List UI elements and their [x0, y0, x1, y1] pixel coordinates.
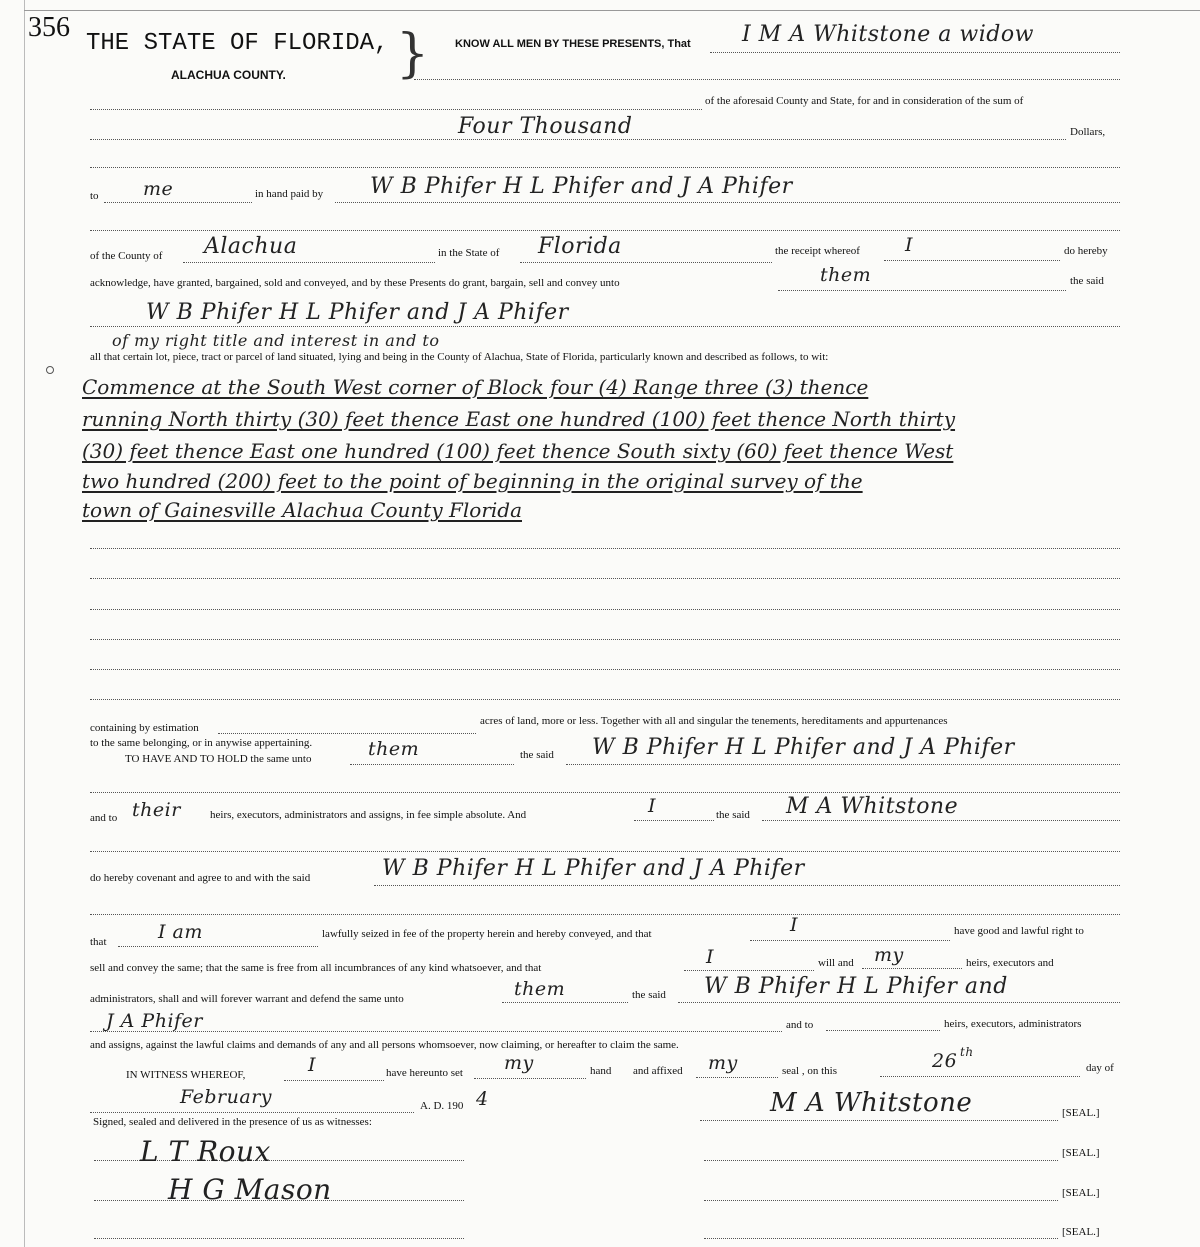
- covenant-line-2: [90, 914, 1120, 915]
- witness-2-signature: H G Mason: [168, 1173, 332, 1206]
- acknowledge-text: acknowledge, have granted, bargained, sold and conveyed, and by these Presents do grant, bargain, sell and convey unto: [90, 277, 620, 289]
- witness-1-signature: L T Roux: [140, 1135, 271, 1168]
- hold-said-line: [566, 764, 1120, 765]
- county-title: ALACHUA COUNTY.: [171, 68, 286, 82]
- ad-text: A. D. 190: [420, 1100, 464, 1112]
- lawfully-text: lawfully seized in fee of the property herein and hereby conveyed, and that: [322, 928, 652, 940]
- and-i-line: [634, 820, 714, 821]
- will-my-handwriting: my: [874, 944, 904, 966]
- county-line: [183, 262, 435, 263]
- year-digit-handwriting: 4: [476, 1088, 489, 1110]
- description-line-4: two hundred (200) feet to the point of beginning in the original survey of the: [82, 469, 863, 493]
- in-witness-text: IN WITNESS WHEREOF,: [126, 1069, 246, 1081]
- seal-label: [SEAL.]: [1062, 1107, 1100, 1119]
- sum-line-2: [90, 167, 1120, 168]
- set-my-handwriting: my: [504, 1052, 534, 1074]
- description-line-5: town of Gainesville Alachua County Florida: [82, 498, 522, 522]
- hold-unto-handwriting: them: [368, 738, 420, 760]
- the-said-grantor-handwriting: M A Whitstone: [786, 794, 959, 819]
- warrant-said-handwriting: W B Phifer H L Phifer and: [704, 974, 1008, 999]
- description-line-3: (30) feet thence East one hundred (100) feet thence South sixty (60) feet thence West: [82, 439, 954, 463]
- i-am-handwriting: I am: [158, 921, 203, 943]
- grantor-line: [710, 52, 1120, 53]
- the-said-grantor-line: [762, 820, 1120, 821]
- receipt-line: [884, 260, 1060, 261]
- state-handwriting: Florida: [538, 234, 622, 259]
- interest-handwriting: of my right title and interest in and to: [112, 331, 440, 350]
- free-i-handwriting: I: [706, 946, 715, 968]
- and-to-2-text: and to: [786, 1019, 814, 1031]
- witness-i-handwriting: I: [308, 1054, 317, 1076]
- covenant-line: [374, 885, 1120, 886]
- to-line: [104, 202, 252, 203]
- description-blank-line: [90, 639, 1120, 640]
- and-affixed-text: and affixed: [633, 1065, 683, 1077]
- the-said-2-text: the said: [520, 749, 554, 761]
- and-i-handwriting: I: [648, 795, 657, 817]
- all-that-text: all that certain lot, piece, tract or parcel of land situated, lying and being in the County of Alachua, State of Florida, particularly known and described as follows, to wit:: [90, 351, 829, 363]
- acres-line: [218, 733, 476, 734]
- brace-glyph: }: [396, 24, 430, 84]
- description-line-1: Commence at the South West corner of Block four (4) Range three (3) thence: [82, 375, 869, 399]
- that-i-line: [750, 940, 950, 941]
- dollars-text: Dollars,: [1070, 126, 1106, 138]
- description-line-2: running North thirty (30) feet thence East one hundred (100) feet thence North thirty: [82, 407, 956, 431]
- paid-by-line: [335, 202, 1120, 203]
- hand-text: hand: [590, 1065, 612, 1077]
- hold-said-handwriting: W B Phifer H L Phifer and J A Phifer: [592, 735, 1015, 760]
- grantor-signature: M A Whitstone: [770, 1088, 973, 1118]
- affixed-my-handwriting: my: [708, 1052, 738, 1074]
- description-blank-line: [90, 578, 1120, 579]
- description-blank-line: [90, 548, 1120, 549]
- in-hand-paid-by-text: in hand paid by: [255, 188, 324, 200]
- hold-unto-line: [350, 764, 514, 765]
- set-my-line: [474, 1078, 586, 1079]
- sell-convey-text: sell and convey the same; that the same is free from all incumbrances of any kind whatsoever, and that: [90, 962, 542, 974]
- i-am-line: [118, 946, 318, 947]
- the-said-text: the said: [1070, 275, 1104, 287]
- and-to-handwriting: their: [132, 799, 181, 821]
- signed-text: Signed, sealed and delivered in the presence of us as witnesses:: [93, 1116, 372, 1128]
- grantees-line: [90, 326, 1120, 327]
- grantor-line-2: [414, 79, 1120, 80]
- to-have-text: TO HAVE AND TO HOLD the same unto: [125, 753, 312, 765]
- paid-by-handwriting: W B Phifer H L Phifer and J A Phifer: [370, 174, 793, 199]
- receipt-i-handwriting: I: [905, 234, 914, 256]
- warrant-unto-line: [502, 1002, 628, 1003]
- convey-unto-line: [778, 290, 1066, 291]
- the-said-3-text: the said: [716, 809, 750, 821]
- punch-hole-mark: [46, 366, 54, 374]
- that-i-handwriting: I: [790, 914, 799, 936]
- and-assigns-text: and assigns, against the lawful claims and demands of any and all persons whomsoever, now claiming, or hereafter to claim the same.: [90, 1039, 679, 1051]
- seal-line: [704, 1160, 1058, 1161]
- description-blank-line: [90, 699, 1120, 700]
- warrant-said-line: [678, 1002, 1120, 1003]
- state-line: [520, 262, 772, 263]
- sum-handwriting: Four Thousand: [458, 114, 633, 139]
- covenant-text: do hereby covenant and agree to and with the said: [90, 872, 311, 884]
- have-hereunto-text: have hereunto set: [386, 1067, 463, 1079]
- paid-by-line-2: [90, 230, 1120, 231]
- covenant-handwriting: W B Phifer H L Phifer and J A Phifer: [382, 856, 805, 881]
- and-to-text: and to: [90, 812, 118, 824]
- receipt-whereof-text: the receipt whereof: [775, 245, 860, 257]
- do-hereby-text: do hereby: [1064, 245, 1108, 257]
- description-blank-line: [90, 669, 1120, 670]
- warrant-said-2-line: [90, 1031, 782, 1032]
- to-whom-handwriting: me: [143, 178, 174, 200]
- to-the-same-text: to the same belonging, or in anywise appertaining.: [90, 737, 313, 749]
- the-said-4-text: the said: [632, 989, 666, 1001]
- page-number: 356: [28, 12, 70, 43]
- affixed-my-line: [696, 1077, 778, 1078]
- seal-on-this-text: seal , on this: [782, 1065, 837, 1077]
- state-title: THE STATE OF FLORIDA,: [86, 30, 389, 57]
- heirs-exec-and-text: heirs, executors and: [966, 957, 1054, 969]
- witness-i-line: [284, 1080, 384, 1081]
- row-aforesaid-line: [90, 109, 702, 110]
- will-my-line: [862, 968, 962, 969]
- know-all-men: KNOW ALL MEN BY THESE PRESENTS, That: [455, 38, 691, 50]
- will-and-text: will and: [818, 957, 854, 969]
- day-of-text: day of: [1086, 1062, 1114, 1074]
- seal-label: [SEAL.]: [1062, 1187, 1100, 1199]
- day-line: [880, 1076, 1080, 1077]
- and-to-2-line: [826, 1030, 940, 1031]
- day-sup-handwriting: th: [960, 1045, 974, 1059]
- witness-line: [94, 1238, 464, 1239]
- aforesaid-text: of the aforesaid County and State, for and in consideration of the sum of: [705, 95, 1024, 107]
- and-to-line-2: [90, 851, 1120, 852]
- seal-label: [SEAL.]: [1062, 1226, 1100, 1238]
- top-rule: [24, 10, 1200, 11]
- warrant-unto-handwriting: them: [514, 978, 566, 1000]
- containing-text: containing by estimation: [90, 722, 199, 734]
- county-handwriting: Alachua: [204, 234, 298, 259]
- have-good-text: have good and lawful right to: [954, 925, 1084, 937]
- month-handwriting: February: [180, 1086, 273, 1108]
- in-the-state-of-text: in the State of: [438, 247, 500, 259]
- seal-line: [704, 1238, 1058, 1239]
- left-margin-rule: [24, 0, 25, 1247]
- grantor-handwriting: I M A Whitstone a widow: [742, 22, 1034, 47]
- seal-label: [SEAL.]: [1062, 1147, 1100, 1159]
- administrators-text: administrators, shall and will forever warrant and defend the same unto: [90, 993, 404, 1005]
- to-text: to: [90, 190, 99, 202]
- heirs-exec-text: heirs, executors, administrators and assigns, in fee simple absolute. And: [210, 809, 527, 821]
- convey-unto-handwriting: them: [820, 264, 872, 286]
- acres-text: acres of land, more or less. Together with all and singular the tenements, hereditaments and appurtenances: [480, 715, 948, 727]
- heirs-exec-admin-text: heirs, executors, administrators: [944, 1018, 1082, 1030]
- warrant-said-2-handwriting: J A Phifer: [106, 1010, 203, 1032]
- that-text: that: [90, 936, 107, 948]
- sum-line: [90, 139, 1066, 140]
- day-handwriting: 26: [932, 1050, 958, 1072]
- of-the-county-of-text: of the County of: [90, 250, 163, 262]
- grantees-handwriting: W B Phifer H L Phifer and J A Phifer: [146, 300, 569, 325]
- free-i-line: [684, 970, 814, 971]
- description-blank-line: [90, 609, 1120, 610]
- month-line: [90, 1112, 414, 1113]
- hold-said-line-2: [90, 792, 1120, 793]
- seal-line: [704, 1200, 1058, 1201]
- seal-line: [700, 1120, 1058, 1121]
